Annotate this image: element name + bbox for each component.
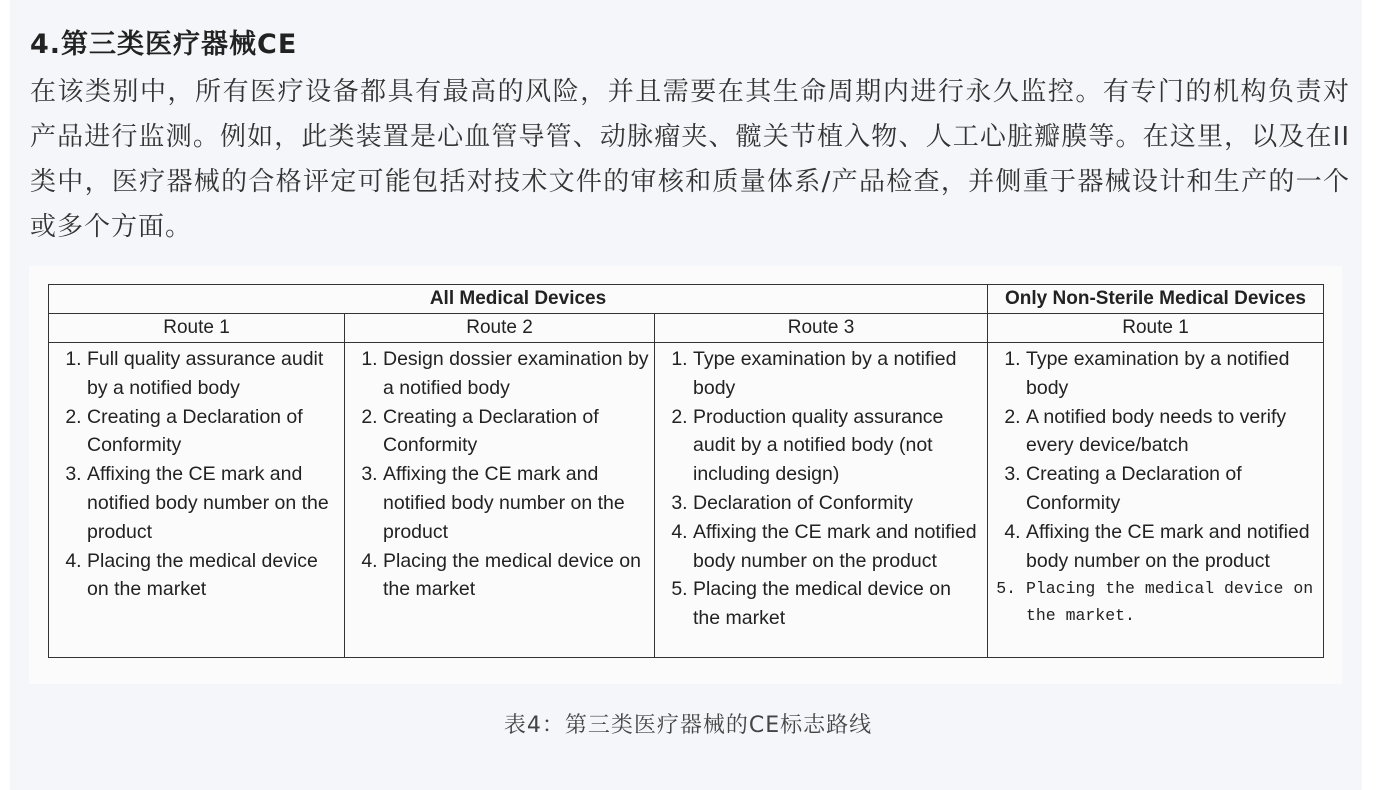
table-route-header-row bbox=[49, 314, 1324, 343]
step-item: 2. Creating a Declaration of Conformity bbox=[87, 403, 340, 461]
group-header-non-sterile: Only Non-Sterile Medical Devices bbox=[988, 285, 1324, 314]
step-item: 1. Type examination by a notified body bbox=[1026, 345, 1319, 403]
section-heading: 4.第三类医疗器械CE bbox=[30, 29, 298, 60]
route-header: Route 2 bbox=[345, 314, 655, 343]
step-item: 1. Full quality assurance audit by a notified body bbox=[87, 345, 340, 403]
steps-list bbox=[57, 345, 340, 604]
group-header-all-devices: All Medical Devices bbox=[49, 285, 988, 314]
route-steps-cell bbox=[49, 343, 345, 658]
step-item: 1. Type examination by a notified body bbox=[693, 345, 983, 403]
route-steps-cell bbox=[988, 343, 1324, 658]
step-item: 4. Placing the medical device on the market bbox=[87, 547, 340, 605]
step-item: 3. Creating a Declaration of Conformity bbox=[1026, 460, 1319, 518]
step-item: 4. Affixing the CE mark and notified body number on the product bbox=[1026, 518, 1319, 576]
steps-list bbox=[353, 345, 650, 604]
step-item: 2. Creating a Declaration of Conformity bbox=[383, 403, 650, 461]
step-item: 5. Placing the medical device on the market. bbox=[1026, 575, 1319, 629]
step-item: 4. Placing the medical device on the market bbox=[383, 547, 650, 605]
step-item: 2. Production quality assurance audit by a notified body (not including design) bbox=[693, 403, 983, 489]
step-item: 3. Declaration of Conformity bbox=[693, 489, 983, 518]
route-steps-cell bbox=[345, 343, 655, 658]
ce-routes-table bbox=[48, 284, 1324, 658]
route-header: Route 1 bbox=[49, 314, 345, 343]
step-item: 1. Design dossier examination by a notified body bbox=[383, 345, 650, 403]
step-item: 2. A notified body needs to verify every device/batch bbox=[1026, 403, 1319, 461]
section-paragraph: 在该类别中，所有医疗设备都具有最高的风险，并且需要在其生命周期内进行永久监控。有专门的机构负责对产品进行监测。例如，此类装置是心血管导管、动脉瘤夹、髋关节植入物、人工心脏瓣膜等。在这里，以及在II类中，医疗器械的合格评定可能包括对技术文件的审核和质量体系/产品检查，并侧重于器械设计和生产的一个或多个方面。 bbox=[30, 77, 1350, 242]
step-item: 4. Affixing the CE mark and notified body number on the product bbox=[693, 518, 983, 576]
step-item: 5. Placing the medical device on the market bbox=[693, 575, 983, 633]
route-steps-cell bbox=[655, 343, 988, 658]
step-item: 3. Affixing the CE mark and notified body number on the product bbox=[87, 460, 340, 546]
steps-list bbox=[663, 345, 983, 633]
table-group-header-row bbox=[49, 285, 1324, 314]
route-header: Route 1 bbox=[988, 314, 1324, 343]
table-caption: 表4：第三类医疗器械的CE标志路线 bbox=[503, 713, 873, 738]
steps-list bbox=[996, 345, 1319, 629]
step-item: 3. Affixing the CE mark and notified body number on the product bbox=[383, 460, 650, 546]
table-steps-row bbox=[49, 343, 1324, 658]
route-header: Route 3 bbox=[655, 314, 988, 343]
table-figure bbox=[29, 266, 1342, 684]
